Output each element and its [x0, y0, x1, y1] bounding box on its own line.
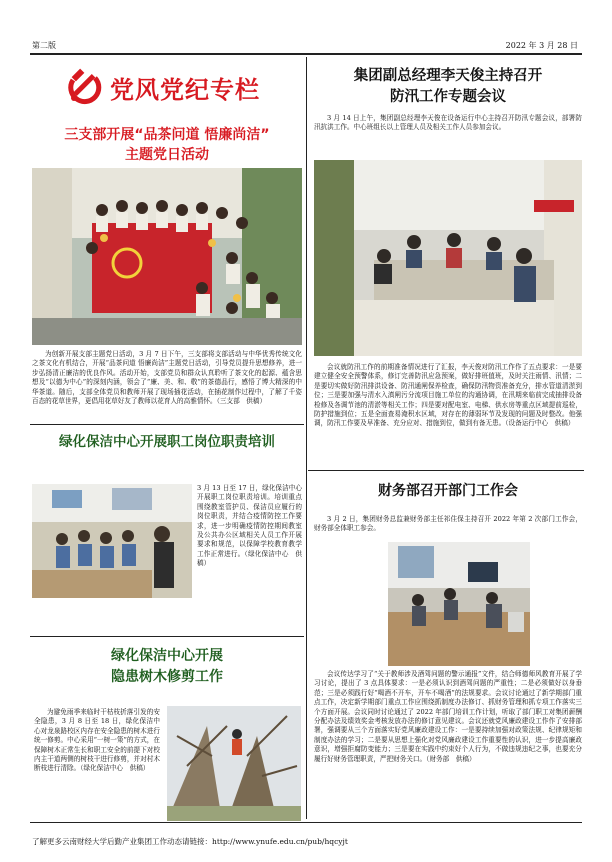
hammer-sickle-icon — [64, 66, 104, 106]
flood-meeting-photo — [314, 160, 582, 356]
training-session-photo — [32, 484, 192, 598]
column-name: 党风党纪专栏 — [110, 76, 260, 104]
article2-title-line2: 防汛工作专题会议 — [390, 89, 506, 105]
article5-title-line1: 绿化保洁中心开展 — [111, 648, 223, 664]
header-rule — [30, 53, 582, 55]
article2-intro: 3 月 14 日上午，集团副总经理李天俊在设备运行中心主持召开防汛专题会议，部署防汛抗洪工作。中心班组长以上管理人员及相关工作人员参加会议。 — [314, 114, 582, 132]
article2-title: 集团副总经理李天俊主持召开 — [353, 68, 543, 84]
party-day-group-photo — [32, 168, 302, 345]
article5-title-line2: 隐患树木修剪工作 — [111, 669, 223, 685]
footer-link[interactable]: http://www.ynufe.edu.cn/pub/hqcyjt — [212, 837, 348, 846]
article3-title: 绿化保洁中心开展职工岗位职责培训 — [59, 434, 275, 450]
article4-title: 财务部召开部门工作会 — [378, 483, 518, 499]
article1-title-line1: 三支部开展“品茶问道 悟廉尚洁” — [64, 127, 270, 143]
article1-body: 为创新开展支部主题党日活动，3 月 7 日下午，三支部将支部活动与中华优秀传统文化之茶文化有机结合，开展“品茶问道 悟廉尚洁”主题党日活动，引导党员提升思想修养，进一步弘扬清正廉洁的优良作风。活动开始，支部党员和群众认真聆听了茶文化的起源、蕴含思想及“以德为中心”的深刻内涵，领会了“廉、美、和、敬”的茶德品行，感悟了博大精深的中华茶道。随后，支部全体党员和教师开展了现场插花活动，在插花制作过程中，了解了千姿百态的花草世界，更倡用花草好友了教师以花育人的高雅情怀。（三支部 供稿） — [32, 350, 302, 406]
article1-title-line2: 主题党日活动 — [125, 147, 209, 163]
article3-body: 3 月 13 日至 17 日，绿化保洁中心开展职工岗位职责培训。培训重点围绕教室管护员、保洁员应履行的岗位职责，并结合疫情防控工作要求，进一步明确疫情防控期间教室及公共办公区域相关人员工作开展要求和规范，以保障学校教育教学工作正常进行。（绿化保洁中心 供稿） — [197, 484, 302, 568]
edition-label: 第二版 — [32, 41, 56, 50]
article3-separator — [30, 636, 304, 637]
column-divider — [306, 57, 307, 819]
article1-separator — [30, 424, 304, 425]
article5-body: 为避免雨季来临时干枯枝折落引发的安全隐患，3 月 8 日至 18 日，绿化保洁中心对龙泉路校区内存在安全隐患的树木进行统一修剪。中心采用“一树一策”的方式，在保障树木正常生长和职工安全的前提下对校内主干道两侧的树枝干进行修剪，并对村木断枝进行清除。（绿化保洁中心 供稿） — [34, 708, 160, 773]
article4-intro: 3 月 2 日，集团财务总监兼财务部主任祁住保主持召开 2022 年第 2 次部门工作会，财务部全体职工参会。 — [314, 515, 582, 533]
footer-rule — [30, 822, 582, 823]
finance-meeting-photo — [388, 542, 530, 666]
issue-date: 2022 年 3 月 28 日 — [505, 41, 578, 50]
article4-body: 会议传达学习了“关于教师涉及酒驾问题的警示通报”文件，结合师德师风教育开展了学习讨论，提出了 3 点具体要求：一是必须认识到酒驾问题的严重性；二是必须做好以身垂范；三是必须践行好“喝酒不开车，开车不喝酒”的法规要求。会议讨论通过了新学期部门重点工作，决定新学期部门重点工作应围绕抓制度办法修订、抓财务管理和抓专项工作落实三个方面开展。会议同时讨论通过了 2022 年部门培训工作计划，听取了部门职工对集团薪酬分配办法及绩效奖金考核发放办法的修订意见建议。会议还就党风廉政建设工作作了安排部署，强调要从三个方面落实好党风廉政建设工作：一是要持续加强对政策法规、纪律规矩和制度办法的学习；二是要从思想上强化对党风廉政建设工作重要性的认识，进一步提高廉政意识，增强拒腐防变能力；三是要在实践中约束好个人行为，不做违规违纪之事，也要充分履行好财务管理职责，严把财务关口。（财务部 供稿） — [314, 670, 582, 763]
article2-body: 会议就防汛工作的前期准备情况进行了汇报，李天俊对防汛工作作了五点要求：一是要建立健全安全预警体系，修订完善防汛应急预案，做好排班值班，及时关注雨情、汛情；二是要切实做好防汛排洪设备、防汛通闸保养检查，确保防汛物资准备充分，排水管道清淤到位；三是要加强与清水入滇闸污分流项目施工单位的沟通协调，在汛期来临前完成抽排设备检修及各调节池的清淤等相关工作；四是要对配电室、电梯、供水房等重点区域提前巡检，防护措施到位；五是全面查易淹积水区域，对存在的薄弱环节及发现的问题及时整改。他强调，防汛工作要及早准备、充分应对、措施到位，做到有备无患。（设备运行中心 供稿） — [314, 363, 582, 428]
tree-trimming-photo — [167, 706, 301, 821]
footer-text: 了解更多云南财经大学后勤产业集团工作动态请链接： — [32, 837, 212, 846]
article2-separator — [308, 470, 584, 471]
footer — [32, 836, 348, 847]
